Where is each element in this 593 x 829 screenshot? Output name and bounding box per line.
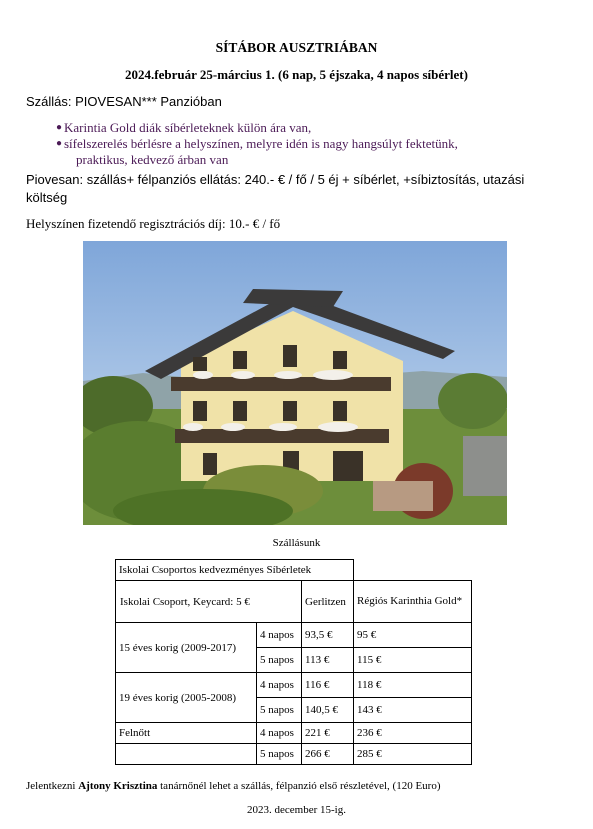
header-karinthia-cell: Régiós Karinthia Gold* bbox=[354, 581, 472, 623]
table-title-cell: Iskolai Csoportos kedvezményes Síbérletek bbox=[116, 560, 354, 581]
header-group-cell: Iskolai Csoport, Keycard: 5 € bbox=[116, 581, 302, 623]
age-group-cell: 15 éves korig (2009-2017) bbox=[116, 623, 257, 673]
duration-cell: 5 napos bbox=[257, 744, 302, 765]
bullet-dot-icon: ● bbox=[56, 122, 63, 133]
accommodation-line: Szállás: PIOVESAN*** Panzióban bbox=[26, 94, 222, 109]
age-group-cell: Felnőtt bbox=[116, 723, 257, 744]
karinthia-price-cell: 115 € bbox=[354, 648, 472, 673]
deadline: 2023. december 15-ig. bbox=[247, 804, 346, 816]
gerlitzen-price-cell: 116 € bbox=[302, 673, 354, 698]
gerlitzen-price-cell: 221 € bbox=[302, 723, 354, 744]
karinthia-price-cell: 236 € bbox=[354, 723, 472, 744]
gerlitzen-price-cell: 93,5 € bbox=[302, 623, 354, 648]
bullet-item: ● sífelszerelés bérlésre a helyszínen, melyre idén is nagy hangsúlyt fektetünk, bbox=[56, 136, 458, 151]
bullet-list bbox=[56, 120, 556, 168]
ski-pass-price-table bbox=[115, 559, 472, 765]
bullet-dot-icon: ● bbox=[56, 138, 63, 149]
registration-fee: Helyszínen fizetendő regisztrációs díj: 10.- € / fő bbox=[26, 216, 281, 231]
table-row bbox=[116, 623, 472, 648]
document-title: SÍTÁBOR AUSZTRIÁBAN bbox=[215, 40, 378, 55]
photo-caption: Szállásunk bbox=[272, 537, 321, 549]
gerlitzen-price-cell: 140,5 € bbox=[302, 698, 354, 723]
document-subtitle: 2024.február 25-március 1. (6 nap, 5 éjszaka, 4 napos síbérlet) bbox=[125, 67, 468, 82]
price-line: Piovesan: szállás+ félpanziós ellátás: 240.- € / fő / 5 éj + síbérlet, +síbiztosítás, utazási költség bbox=[26, 172, 525, 205]
application-note: Jelentkezni Ajtony Krisztina tanárnőnél lehet a szállás, félpanzió első részletével, (120 Euro) bbox=[26, 780, 441, 792]
age-group-cell: 19 éves korig (2005-2008) bbox=[116, 673, 257, 723]
header-gerlitzen-cell: Gerlitzen bbox=[302, 581, 354, 623]
bullet-continuation: praktikus, kedvező árban van bbox=[76, 152, 229, 167]
table-row bbox=[116, 723, 472, 744]
age-group-cell bbox=[116, 744, 257, 765]
duration-cell: 5 napos bbox=[257, 698, 302, 723]
duration-cell: 4 napos bbox=[257, 623, 302, 648]
table-row bbox=[116, 744, 472, 765]
karinthia-price-cell: 143 € bbox=[354, 698, 472, 723]
table-row bbox=[116, 673, 472, 698]
teacher-name: Ajtony Krisztina bbox=[78, 780, 158, 792]
duration-cell: 5 napos bbox=[257, 648, 302, 673]
gerlitzen-price-cell: 266 € bbox=[302, 744, 354, 765]
duration-cell: 4 napos bbox=[257, 723, 302, 744]
table-title-row bbox=[116, 560, 472, 581]
karinthia-price-cell: 285 € bbox=[354, 744, 472, 765]
gerlitzen-price-cell: 113 € bbox=[302, 648, 354, 673]
karinthia-price-cell: 118 € bbox=[354, 673, 472, 698]
bullet-item: ● Karintia Gold diák síbérleteknek külön ára van, bbox=[56, 120, 312, 135]
duration-cell: 4 napos bbox=[257, 673, 302, 698]
guesthouse-photo bbox=[83, 241, 507, 525]
table-header-row bbox=[116, 581, 472, 623]
karinthia-price-cell: 95 € bbox=[354, 623, 472, 648]
